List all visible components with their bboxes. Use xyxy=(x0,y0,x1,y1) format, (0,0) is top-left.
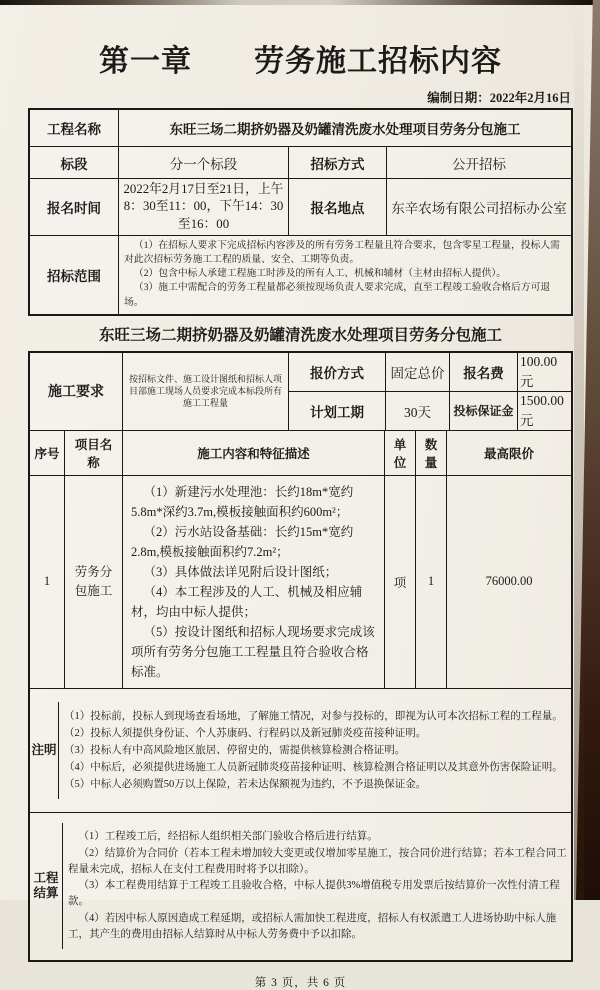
scan-edge-right-shadow xyxy=(574,0,584,900)
table-row xyxy=(30,178,571,235)
quote-method-value: 固定总价 xyxy=(385,353,449,391)
project-info-table xyxy=(28,108,573,316)
bid-method-label: 招标方式 xyxy=(288,147,386,178)
notes-label: 注明 xyxy=(31,742,57,757)
item-no: 1 xyxy=(43,574,51,589)
settlement-content xyxy=(62,823,571,949)
item-desc-line: （1）新建污水处理池：长约18m*宽约5.8m*深约3.7m,模板接触面积约600m²； xyxy=(131,484,354,519)
table-row xyxy=(30,146,571,178)
items-header-row xyxy=(30,430,571,475)
note-line: （5）中标人必须购置50万以上保险，若未达保额视为违约，不予退换保证金。 xyxy=(64,778,427,790)
note-line: （3）投标人有中高风险地区旅居、停留史的，需提供核算检测合格证明。 xyxy=(64,744,406,756)
signup-fee-value: 100.00元 xyxy=(517,353,571,391)
notes-row xyxy=(30,688,571,812)
table-row xyxy=(30,110,571,146)
item-name: 劳务分包施工 xyxy=(64,476,122,688)
notes-content xyxy=(58,702,571,799)
plan-duration-label: 计划工期 xyxy=(310,404,364,420)
scope-line: （3）施工中需配合的劳务工程量都必须按现场负责人要求完成，直至工程竣工验收合格后方可退场。 xyxy=(124,282,551,308)
scan-edge-top xyxy=(0,0,600,5)
bid-deposit-label: 投标保证金 xyxy=(449,392,517,430)
section-value: 分一个标段 xyxy=(118,147,288,178)
signup-time-value: 2022年2月17日至21日，上午8：30至11：00，下午14：30至16：00 xyxy=(118,179,288,235)
requirements-desc: 按招标文件、施工设计图纸和招标人项目部施工现场人员要求完成本标段所有施工工程量 xyxy=(122,353,288,430)
grid-row xyxy=(289,353,571,391)
item-row xyxy=(30,475,571,688)
project-name-label: 工程名称 xyxy=(47,122,101,137)
item-qty: 1 xyxy=(415,476,446,688)
signup-time-label: 报名时间 xyxy=(47,200,101,216)
item-desc xyxy=(122,476,384,688)
header-max-price: 最高限价 xyxy=(446,431,571,475)
section-label: 标段 xyxy=(60,156,88,172)
grid-row xyxy=(289,391,571,430)
settlement-line: （1）工程竣工后，经招标人组织相关部门验收合格后进行结算。 xyxy=(78,831,378,843)
page-number: 第 3 页，共 6 页 xyxy=(254,976,347,989)
signup-place-label: 报名地点 xyxy=(288,179,386,235)
quote-method-label: 报价方式 xyxy=(310,365,364,381)
project-subheading: 东旺三场二期挤奶器及奶罐清洗废水处理项目劳务分包施工 xyxy=(98,326,502,344)
item-desc-line: （4）本工程涉及的人工、机械及相应辅材，均由中标人提供； xyxy=(131,584,363,619)
settlement-line: （3）本工程费用结算于工程竣工且验收合格，中标人提供3%增值税专用发票后按结算价一次性付清工程款。 xyxy=(68,880,560,908)
chapter-title: 第一章 劳务施工招标内容 xyxy=(99,45,502,78)
bid-method-value: 公开招标 xyxy=(386,147,571,178)
bid-deposit-value: 1500.00元 xyxy=(517,392,571,430)
compile-date: 编制日期：2022年2月16日 xyxy=(427,91,571,105)
note-line: （2）投标人须提供身份证、个人苏康码、行程码以及新冠肺炎疫苗接种证明。 xyxy=(64,727,427,739)
requirements-row xyxy=(30,353,571,430)
settlement-line: （4）若因中标人原因造成工程延期，或招标人需加快工程进度，招标人有权派遣工人进场协助中标人施工，其产生的费用由招标人结算时从中标人劳务费中予以扣除。 xyxy=(68,912,557,940)
item-unit: 项 xyxy=(384,476,415,688)
settlement-line: （2）结算价为合同价（若本工程未增加较大变更或仅增加零星施工，按合同价进行结算；若本工程合同工程量未完成，招标人在支付工程费用时将予以扣除）。 xyxy=(68,847,567,875)
scope-line: （2）包含中标人承建工程施工时涉及的所有人工、机械和辅材（主材由招标人提供）。 xyxy=(133,268,507,280)
bid-items-table xyxy=(28,351,573,962)
requirements-grid xyxy=(288,353,571,430)
header-no: 序号 xyxy=(34,446,60,461)
item-max-price: 76000.00 xyxy=(446,476,571,688)
requirements-label: 施工要求 xyxy=(48,385,104,401)
signup-place-value: 东辛农场有限公司招标办公室 xyxy=(386,179,571,235)
header-qty: 数量 xyxy=(415,431,446,475)
scope-line: （1）在招标人要求下完成招标内容涉及的所有劳务工程量且符合要求，包含零星工程量，投标人需对此次招标劳务施工工程的质量、安全、工期等负责。 xyxy=(124,239,560,265)
settlement-row xyxy=(30,812,571,960)
bid-scope-label: 招标范围 xyxy=(47,268,101,284)
note-line: （1）投标前，投标人到现场查看场地，了解施工情况，对参与投标的，即视为认可本次招标工程的工程量。 xyxy=(64,710,563,722)
item-desc-line: （5）按设计图纸和招标人现场要求完成该项所有劳务分包施工工程量且符合验收合格标准。 xyxy=(131,624,375,679)
item-desc-line: （2）污水站设备基础：长约15m*宽约2.8m,模板接触面积约7.2m²； xyxy=(131,524,354,559)
bid-scope-content xyxy=(118,236,571,314)
header-unit: 单位 xyxy=(384,431,415,475)
item-desc-line: （3）具体做法详见附后设计图纸； xyxy=(143,564,338,579)
note-line: （4）中标后，必须提供进场施工人员新冠肺炎疫苗接种证明、核算检测合格证明以及其意外伤害保险证明。 xyxy=(64,761,563,773)
settlement-label: 工程结算 xyxy=(33,870,59,901)
table-row xyxy=(30,235,571,314)
project-name-value: 东旺三场二期挤奶器及奶罐清洗废水处理项目劳务分包施工 xyxy=(118,110,571,146)
plan-duration-value: 30天 xyxy=(385,392,449,430)
signup-fee-label: 报名费 xyxy=(449,353,517,391)
document-content xyxy=(28,10,573,990)
header-item-name: 项目名称 xyxy=(64,431,122,475)
header-desc: 施工内容和特征描述 xyxy=(122,431,384,475)
